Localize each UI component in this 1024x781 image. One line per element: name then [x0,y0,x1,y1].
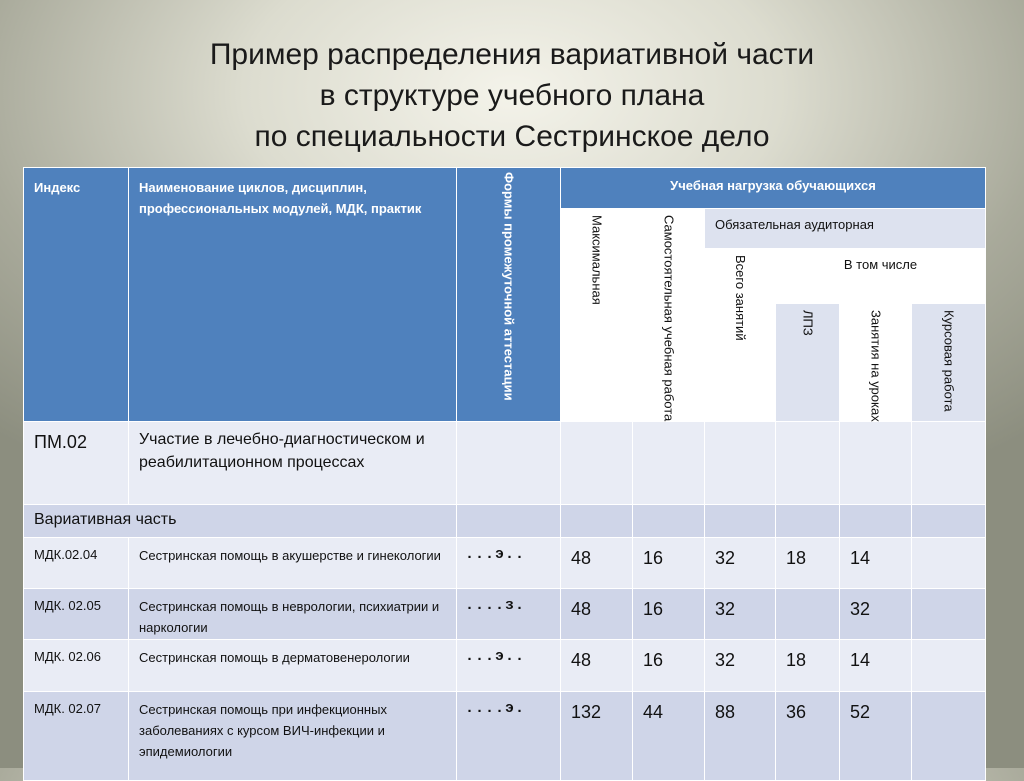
row-course [912,692,985,702]
row-total: 88 [715,702,736,723]
table-row [24,538,986,589]
row-form: ....э. [465,700,526,718]
title-line-1: Пример распределения вариативной части [209,38,815,71]
row-index: МДК. 02.06 [34,649,101,665]
curriculum-table [23,167,986,781]
header-forms: Формы промежуточной аттестации [457,168,561,422]
row-lessons: 32 [850,599,871,620]
row-self: 16 [643,599,664,620]
row-self: 16 [643,650,664,671]
empty-cell [912,422,986,505]
empty-cell [633,505,705,538]
header-load: Учебная нагрузка обучающихся [561,168,986,209]
module-name: Участие в лечебно-диагностическом и реабилитационном процессах [129,422,457,505]
row-max: 48 [571,599,592,620]
empty-cell [776,422,840,505]
row-total: 32 [715,650,736,671]
row-max: 132 [571,702,602,723]
row-lessons: 52 [850,702,871,723]
header-self: Самостоятельная учебная работа [633,209,705,422]
row-name: Сестринская помощь в дерматовенерологии [139,650,410,666]
table-row [24,589,986,640]
header-course: Курсовая работа [912,303,986,422]
header-name: Наименование циклов, дисциплин, профессиональных модулей, МДК, практик [129,168,457,422]
header-mandatory: Обязательная аудиторная [705,209,986,249]
empty-cell [457,422,561,505]
header-lessons: Занятия на уроках [840,303,912,422]
row-name: Сестринская помощь при инфекционных заболеваниях с курсом ВИЧ-инфекции и эпидемиологии [139,702,387,760]
table-row [24,692,986,781]
empty-cell [561,505,633,538]
empty-cell [457,505,561,538]
row-index: МДК.02.04 [34,547,98,563]
header-index: Индекс [24,168,129,422]
row-self: 16 [643,548,664,569]
slide-title [0,34,1024,157]
row-lpz [776,589,839,599]
row-index: МДК. 02.05 [34,598,101,614]
empty-cell [912,505,986,538]
row-name: Сестринская помощь в неврологии, психиатрии и наркологии [139,599,440,636]
row-max: 48 [571,548,592,569]
row-index: МДК. 02.07 [34,701,101,717]
row-total: 32 [715,548,736,569]
variative-label: Вариативная часть [24,505,457,538]
title-line-3: по специальности Сестринское дело [254,120,770,153]
row-self: 44 [643,702,664,723]
row-form: ...э.. [465,648,526,666]
row-lpz: 18 [786,548,807,569]
row-lpz: 18 [786,650,807,671]
row-form: ....з. [465,597,526,615]
row-max: 48 [571,650,592,671]
header-incl: В том числе [776,249,986,304]
header-lpz: ЛПЗ [776,303,840,422]
table-row [24,640,986,692]
module-index: ПМ.02 [24,422,129,505]
empty-cell [840,422,912,505]
row-course [912,538,985,548]
row-lessons: 14 [850,650,871,671]
empty-cell [633,422,705,505]
row-course [912,589,985,599]
header-total: Всего занятий [705,249,776,422]
empty-cell [776,505,840,538]
empty-cell [561,422,633,505]
title-line-2: в структуре учебного плана [319,79,705,112]
empty-cell [840,505,912,538]
row-form: ...э.. [465,546,526,564]
row-total: 32 [715,599,736,620]
module-row [24,422,986,505]
row-lessons: 14 [850,548,871,569]
header-max: Максимальная [561,209,633,422]
empty-cell [705,422,776,505]
row-lpz: 36 [786,702,807,723]
empty-cell [705,505,776,538]
variative-row [24,505,986,538]
row-course [912,640,985,650]
row-name: Сестринская помощь в акушерстве и гинекологии [139,548,441,564]
